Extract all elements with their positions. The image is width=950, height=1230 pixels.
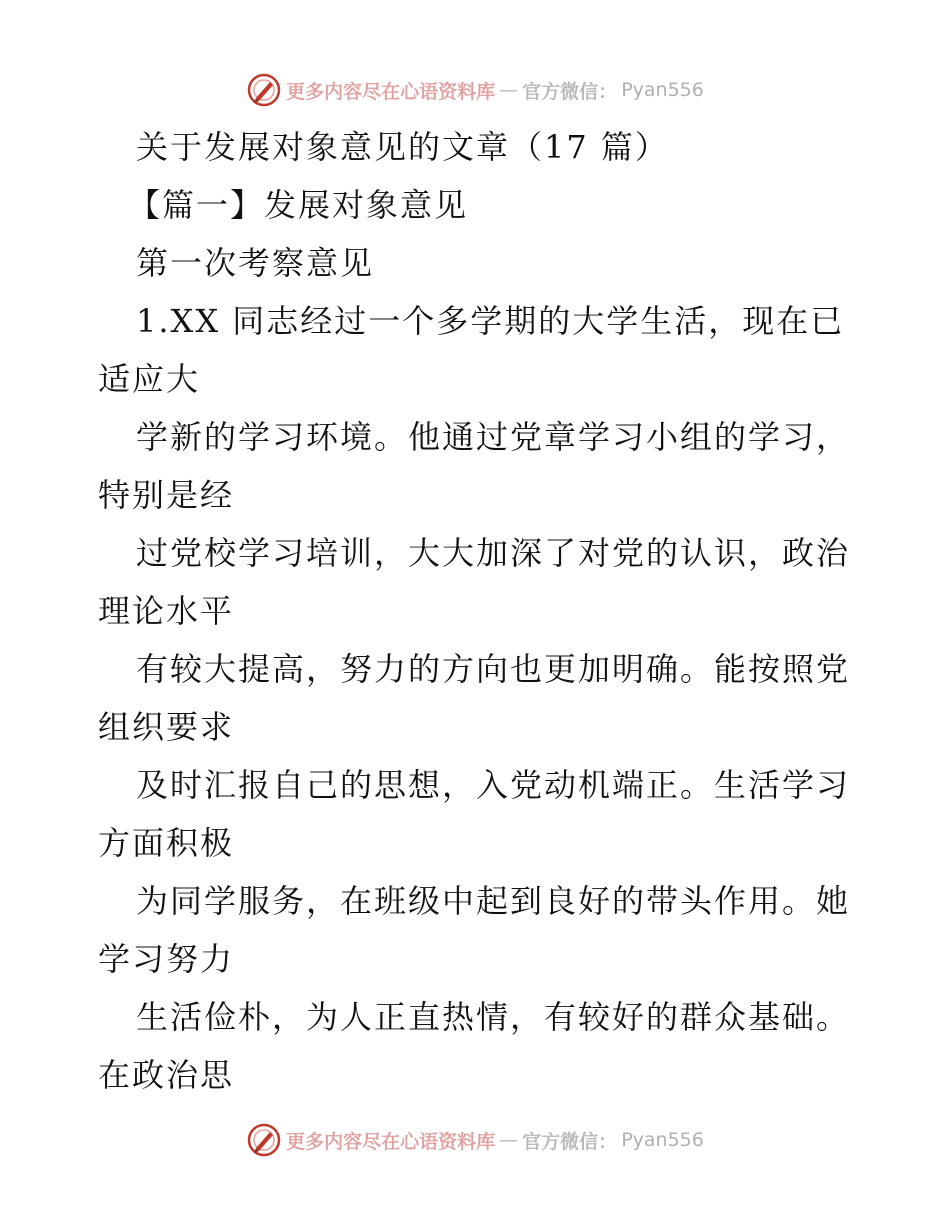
paragraph-line: 有较大提高，努力的方向也更加明确。能按照党 — [136, 650, 851, 688]
paragraph-line: 适应大 — [98, 360, 201, 398]
paragraph-line: 过党校学习培训，大大加深了对党的认识，政治 — [136, 534, 851, 572]
paragraph-line: 学新的学习环境。他通过党章学习小组的学习， — [136, 418, 851, 456]
pen-nib-logo-icon — [246, 72, 282, 108]
paragraph-line: 组织要求 — [98, 708, 235, 746]
document-title: 关于发展对象意见的文章（17 篇） — [136, 128, 669, 166]
section-heading: 【篇一】发展对象意见 — [128, 186, 469, 224]
paragraph-line: 为同学服务，在班级中起到良好的带头作用。她 — [136, 882, 851, 920]
paragraph-line: 方面积极 — [98, 824, 235, 862]
header-banner — [0, 70, 950, 110]
header-wechat-label: 官方微信： — [522, 80, 618, 103]
paragraph-line: 学习努力 — [98, 940, 235, 978]
header-slogan: 更多内容尽在心语资料库 — [286, 80, 496, 103]
footer-wechat-id: Pyan556 — [621, 1129, 704, 1151]
header-banner-content — [246, 72, 704, 108]
paragraph-line: 生活俭朴，为人正直热情，有较好的群众基础。 — [136, 998, 851, 1036]
document-body — [98, 118, 858, 1104]
paragraph-line: 理论水平 — [98, 592, 235, 630]
footer-banner — [0, 1120, 950, 1160]
footer-banner-content — [246, 1122, 704, 1158]
paragraph-line: 及时汇报自己的思想，入党动机端正。生活学习 — [136, 766, 851, 804]
header-separator: — — [499, 79, 519, 101]
paragraph-line: 在政治思 — [98, 1056, 235, 1094]
pen-nib-logo-icon — [246, 1122, 282, 1158]
footer-slogan: 更多内容尽在心语资料库 — [286, 1130, 496, 1153]
paragraph-line: 1.XX 同志经过一个多学期的大学生活，现在已 — [136, 302, 845, 340]
subsection-heading: 第一次考察意见 — [136, 244, 375, 282]
paragraph-line: 特别是经 — [98, 476, 235, 514]
header-wechat-id: Pyan556 — [621, 79, 704, 101]
footer-wechat-label: 官方微信： — [522, 1130, 618, 1153]
footer-separator: — — [499, 1129, 519, 1151]
